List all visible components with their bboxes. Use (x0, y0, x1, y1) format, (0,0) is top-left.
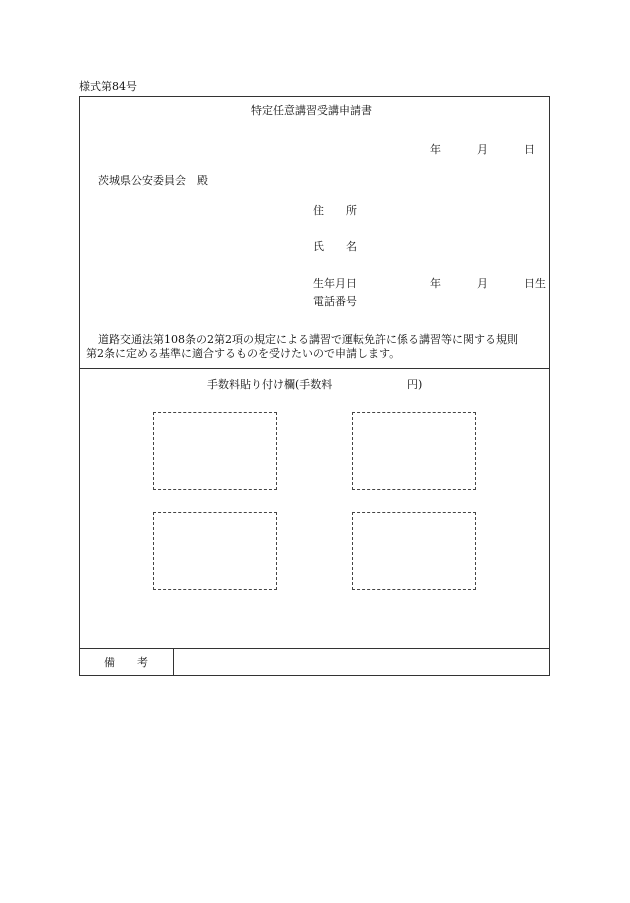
birthdate-label: 生年月日 (313, 277, 357, 290)
address-label: 住 所 (313, 204, 357, 217)
stamp-box-top-left (153, 412, 277, 490)
remarks-divider (79, 648, 550, 649)
birth-day-label: 日生 (524, 277, 546, 290)
form-title: 特定任意講習受講申請書 (251, 104, 372, 117)
fee-section-label: 手数料貼り付け欄(手数料 (207, 378, 333, 391)
name-label: 氏 名 (313, 240, 357, 253)
birth-month-label: 月 (477, 277, 488, 290)
statement-line-1: 道路交通法第108条の2第2項の規定による講習で運転免許に係る講習等に関する規則 (98, 333, 518, 346)
date-day-label: 日 (524, 143, 535, 156)
fee-yen-label: 円) (407, 378, 423, 391)
section-divider (79, 368, 550, 369)
date-year-label: 年 (430, 143, 441, 156)
stamp-box-bottom-left (153, 512, 277, 590)
addressee: 茨城県公安委員会 殿 (98, 174, 208, 187)
form-number: 様式第84号 (79, 80, 137, 93)
birth-year-label: 年 (430, 277, 441, 290)
phone-label: 電話番号 (313, 295, 357, 308)
date-month-label: 月 (477, 143, 488, 156)
stamp-box-top-right (352, 412, 476, 490)
remarks-label: 備 考 (104, 656, 148, 669)
remarks-column-divider (173, 648, 174, 676)
stamp-box-bottom-right (352, 512, 476, 590)
statement-line-2: 第2条に定める基準に適合するものを受けたいので申請します。 (86, 347, 401, 360)
